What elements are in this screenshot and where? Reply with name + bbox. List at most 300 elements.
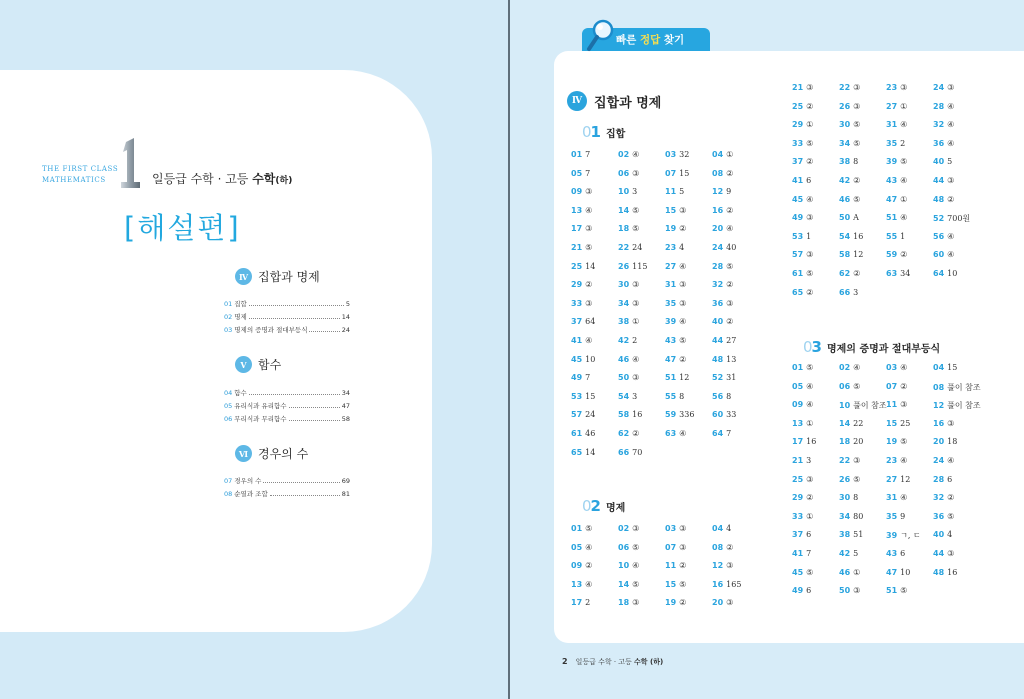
answer-value: ③ — [585, 187, 593, 197]
answer-value: ② — [679, 224, 687, 234]
toc-item-label: 함수 — [234, 389, 247, 397]
answer-item — [618, 336, 665, 355]
toc-item[interactable] — [224, 397, 350, 410]
answer-item — [839, 456, 886, 475]
question-number: 19 — [665, 224, 677, 234]
roman-numeral-badge-icon: Ⅵ — [235, 445, 252, 462]
answer-value: ③ — [632, 524, 640, 533]
question-number: 15 — [886, 418, 898, 428]
section-01-title — [582, 123, 625, 141]
question-number: 62 — [839, 268, 851, 278]
question-number: 02 — [839, 363, 851, 372]
answer-value: 27 — [726, 335, 737, 345]
answer-value: ④ — [900, 120, 908, 130]
answer-item — [933, 530, 980, 549]
answer-item — [933, 176, 980, 195]
question-number: 43 — [886, 548, 898, 558]
answer-value: ③ — [947, 548, 955, 558]
answer-item — [571, 243, 618, 262]
answer-item — [665, 373, 712, 392]
answer-value: ② — [947, 493, 955, 503]
section-title-text: 명제의 증명과 절대부등식 — [826, 344, 941, 355]
answer-value: ④ — [947, 138, 955, 148]
question-number: 58 — [839, 250, 851, 260]
question-number: 63 — [665, 428, 677, 438]
answer-value: ④ — [679, 428, 687, 438]
toc-chapter-4-heading[interactable] — [235, 268, 320, 285]
answer-item — [886, 549, 933, 568]
answer-item — [571, 429, 618, 448]
question-number: 22 — [839, 455, 851, 465]
toc-leader-dots — [309, 331, 339, 332]
answer-item — [665, 355, 712, 374]
section-03-title — [803, 338, 940, 356]
toc-item[interactable] — [224, 410, 350, 423]
answer-item — [792, 139, 839, 158]
answer-item — [933, 213, 980, 232]
cover-card — [0, 70, 432, 632]
question-number: 17 — [792, 437, 804, 447]
answer-item — [618, 448, 665, 467]
question-number: 60 — [712, 410, 724, 420]
answer-item — [792, 213, 839, 232]
answer-item — [839, 139, 886, 158]
question-number: 16 — [933, 418, 945, 428]
answer-item — [665, 392, 712, 411]
answer-item — [839, 195, 886, 214]
question-number: 33 — [571, 298, 583, 308]
question-number: 39 — [665, 317, 677, 327]
answer-value: 46 — [585, 428, 596, 438]
toc-chapter-5-heading[interactable] — [235, 356, 281, 373]
answer-value: ⑤ — [632, 579, 640, 589]
question-number: 37 — [792, 530, 804, 540]
answer-value: ① — [900, 194, 908, 204]
question-number: 56 — [712, 391, 724, 401]
toc-item[interactable] — [224, 384, 350, 397]
answer-item — [712, 299, 759, 318]
answer-value: ④ — [947, 120, 955, 130]
answer-value: 34 — [900, 268, 911, 278]
question-number: 17 — [571, 224, 583, 234]
answer-value: ② — [853, 175, 861, 185]
answer-item — [933, 250, 980, 269]
question-number: 57 — [792, 250, 804, 260]
question-number: 01 — [792, 363, 804, 372]
answer-item — [886, 176, 933, 195]
question-number: 10 — [618, 187, 630, 197]
answer-value: ③ — [632, 280, 640, 290]
answer-item — [665, 280, 712, 299]
question-number: 52 — [933, 214, 945, 224]
answer-item — [571, 187, 618, 206]
question-number: 18 — [618, 224, 630, 234]
answer-value: 8 — [853, 493, 859, 503]
answer-value: 14 — [585, 447, 596, 457]
question-number: 40 — [712, 317, 724, 327]
question-number: 04 — [712, 150, 724, 159]
answer-value: 7 — [585, 373, 591, 383]
answer-value: ② — [679, 561, 687, 571]
answer-value: ② — [853, 268, 861, 278]
question-number: 03 — [665, 150, 677, 159]
book-title-small: (하) — [275, 176, 293, 186]
question-number: 05 — [571, 168, 583, 178]
answer-item — [665, 150, 712, 169]
answer-value: ⑤ — [585, 242, 593, 252]
question-number: 25 — [792, 101, 804, 111]
answer-item — [712, 280, 759, 299]
toc-item-page: 14 — [341, 313, 350, 321]
answer-value: 336 — [679, 410, 695, 420]
answer-value: ③ — [726, 561, 734, 571]
answer-value: ⑤ — [632, 205, 640, 215]
section-number-b: 2 — [590, 497, 600, 515]
left-page — [0, 0, 508, 699]
answer-value: 5 — [679, 187, 685, 197]
question-number: 46 — [839, 194, 851, 204]
answer-grid-section-02 — [571, 524, 759, 617]
answer-item — [792, 512, 839, 531]
question-number: 05 — [792, 381, 804, 391]
answer-value: ⑤ — [679, 335, 687, 345]
question-number: 24 — [933, 455, 945, 465]
answer-value: 7 — [726, 428, 732, 438]
answer-item — [886, 269, 933, 288]
answer-value: ⑤ — [632, 542, 640, 552]
answer-value: ⑤ — [632, 224, 640, 234]
question-number: 03 — [886, 363, 898, 372]
question-number: 02 — [618, 524, 630, 533]
question-number: 28 — [933, 474, 945, 484]
answer-value: ④ — [900, 363, 908, 372]
toc-item-number: 07 — [224, 477, 233, 485]
answer-value: ㄱ, ㄷ — [900, 531, 921, 541]
question-number: 49 — [571, 373, 583, 383]
question-number: 65 — [792, 287, 804, 297]
answer-item — [839, 232, 886, 251]
question-number: 51 — [665, 373, 677, 383]
toc-leader-dots — [270, 495, 340, 496]
question-number: 47 — [886, 567, 898, 577]
answer-value: ② — [806, 493, 814, 503]
answer-item — [712, 580, 759, 599]
toc-item[interactable] — [224, 308, 350, 321]
answer-value: 4 — [726, 524, 732, 533]
section-number-a: 0 — [582, 497, 591, 515]
answer-item — [665, 561, 712, 580]
roman-numeral-badge-icon: Ⅴ — [235, 356, 252, 373]
answer-item — [665, 543, 712, 562]
answer-item — [571, 150, 618, 169]
answer-value: 8 — [726, 391, 732, 401]
toc-item[interactable] — [224, 472, 350, 485]
question-number: 07 — [886, 381, 898, 391]
brand-logo-text — [42, 164, 118, 186]
question-number: 15 — [665, 579, 677, 589]
answer-value: 16 — [632, 410, 643, 420]
answer-value: ③ — [679, 524, 687, 533]
answer-item — [933, 382, 980, 401]
question-number: 16 — [712, 579, 724, 589]
question-number: 66 — [618, 447, 630, 457]
answer-value: 6 — [806, 530, 812, 540]
answer-value: ⑤ — [726, 261, 734, 271]
answer-value: ② — [900, 381, 908, 391]
answer-item — [839, 493, 886, 512]
answer-value: 25 — [900, 418, 911, 428]
answer-value: 16 — [947, 567, 958, 577]
answer-value: 165 — [726, 579, 742, 589]
answer-item — [792, 250, 839, 269]
toc-leader-dots — [289, 407, 340, 408]
answer-value: ③ — [947, 175, 955, 185]
answer-item — [618, 355, 665, 374]
answer-item — [712, 373, 759, 392]
question-number: 47 — [886, 194, 898, 204]
question-number: 09 — [571, 561, 583, 571]
answer-item — [792, 83, 839, 102]
tab-text-highlight: 정답 — [639, 34, 661, 46]
answer-item — [571, 524, 618, 543]
answer-value: ① — [900, 101, 908, 111]
question-number: 45 — [571, 354, 583, 364]
answer-value: ④ — [806, 400, 814, 410]
answer-value: 10 — [947, 268, 958, 278]
question-number: 54 — [618, 391, 630, 401]
answer-item — [618, 187, 665, 206]
question-number: 11 — [665, 561, 677, 571]
answer-value: ③ — [853, 455, 861, 465]
answer-item — [665, 580, 712, 599]
answer-value: ③ — [806, 250, 814, 260]
question-number: 49 — [792, 586, 804, 596]
answer-item — [886, 475, 933, 494]
chapter-title — [567, 91, 661, 111]
section-02-title — [582, 497, 625, 515]
answer-value: 24 — [585, 410, 596, 420]
question-number: 29 — [792, 493, 804, 503]
answer-value: ② — [585, 561, 593, 571]
answer-item — [933, 157, 980, 176]
answer-value: 7 — [585, 168, 591, 178]
toc-item[interactable] — [224, 295, 350, 308]
answer-item — [618, 598, 665, 617]
toc-item-number: 01 — [224, 300, 233, 308]
question-number: 03 — [665, 524, 677, 533]
question-number: 29 — [792, 120, 804, 130]
answer-item — [933, 549, 980, 568]
answer-value: ④ — [632, 150, 640, 159]
question-number: 23 — [886, 83, 898, 92]
section-number-a: 0 — [582, 123, 591, 141]
answer-item — [665, 598, 712, 617]
question-number: 42 — [618, 335, 630, 345]
answer-value: ③ — [947, 418, 955, 428]
answer-item — [886, 250, 933, 269]
answer-item — [886, 102, 933, 121]
toc-leader-dots — [249, 305, 344, 306]
question-number: 43 — [886, 175, 898, 185]
answer-item — [792, 493, 839, 512]
question-number: 05 — [571, 542, 583, 552]
answer-item — [933, 400, 980, 419]
answer-value: ③ — [806, 213, 814, 223]
question-number: 29 — [571, 280, 583, 290]
answer-item — [571, 410, 618, 429]
answer-value: 22 — [853, 418, 864, 428]
answer-item — [665, 524, 712, 543]
answer-value: 풀이 참조 — [947, 401, 981, 411]
answer-value: ⑤ — [806, 268, 814, 278]
answer-value: 3 — [806, 455, 812, 465]
answer-value: 10 — [585, 354, 596, 364]
answer-value: ③ — [585, 298, 593, 308]
answer-item — [712, 355, 759, 374]
answer-value: ① — [806, 418, 814, 428]
question-number: 15 — [665, 205, 677, 215]
answer-value: 6 — [947, 474, 953, 484]
question-number: 35 — [886, 511, 898, 521]
question-number: 24 — [933, 83, 945, 92]
question-number: 19 — [886, 437, 898, 447]
question-number: 21 — [571, 242, 583, 252]
answer-value: 3 — [853, 287, 859, 297]
answer-item — [792, 475, 839, 494]
question-number: 61 — [792, 268, 804, 278]
answer-grid-section-01 — [571, 150, 759, 466]
toc-item[interactable] — [224, 321, 350, 334]
question-number: 39 — [886, 157, 898, 167]
answer-item — [792, 437, 839, 456]
answer-item — [712, 262, 759, 281]
answer-grid-section-03 — [792, 363, 980, 605]
question-number: 32 — [712, 280, 724, 290]
answer-value: ④ — [632, 354, 640, 364]
answer-item — [933, 102, 980, 121]
toc-list-chapter-5 — [224, 384, 350, 423]
answer-item — [571, 543, 618, 562]
question-number: 57 — [571, 410, 583, 420]
answer-value: 16 — [853, 231, 864, 241]
answer-item — [792, 363, 839, 382]
answer-item — [618, 580, 665, 599]
answer-value: ② — [726, 168, 734, 178]
answer-value: ④ — [900, 455, 908, 465]
answer-value: 70 — [632, 447, 643, 457]
answer-value: ⑤ — [900, 157, 908, 167]
answer-item — [665, 317, 712, 336]
answer-item — [792, 530, 839, 549]
answer-value: ① — [806, 120, 814, 130]
answer-item — [933, 437, 980, 456]
answer-value: ③ — [679, 205, 687, 215]
answer-item — [886, 456, 933, 475]
question-number: 38 — [839, 530, 851, 540]
question-number: 25 — [571, 261, 583, 271]
question-number: 27 — [886, 474, 898, 484]
answer-item — [792, 382, 839, 401]
answer-value: 9 — [900, 511, 906, 521]
question-number: 41 — [571, 335, 583, 345]
answer-value: ③ — [853, 586, 861, 596]
answer-value: 풀이 참조 — [853, 401, 887, 411]
answer-value: ② — [679, 354, 687, 364]
question-number: 09 — [792, 400, 804, 410]
question-number: 06 — [618, 542, 630, 552]
toc-item-number: 06 — [224, 415, 233, 423]
answer-item — [886, 419, 933, 438]
answer-value: 18 — [947, 437, 958, 447]
answer-item — [839, 530, 886, 549]
book-title — [152, 170, 292, 187]
answer-value: 700원 — [947, 214, 971, 224]
answer-value: ④ — [726, 224, 734, 234]
question-number: 07 — [665, 542, 677, 552]
answer-item — [839, 102, 886, 121]
question-number: 21 — [792, 83, 804, 92]
answer-item — [571, 448, 618, 467]
toc-leader-dots — [249, 318, 340, 319]
answer-item — [571, 317, 618, 336]
toc-item[interactable] — [224, 485, 350, 498]
toc-chapter-6-heading[interactable] — [235, 445, 308, 462]
toc-item-page: 24 — [341, 326, 350, 334]
answer-item — [618, 224, 665, 243]
answer-item — [792, 549, 839, 568]
question-number: 66 — [839, 287, 851, 297]
question-number: 08 — [933, 382, 945, 392]
question-number: 24 — [712, 242, 724, 252]
question-number: 48 — [933, 194, 945, 204]
answer-item — [839, 382, 886, 401]
answer-item — [571, 373, 618, 392]
section-number-b: 1 — [590, 123, 600, 141]
answer-item — [665, 336, 712, 355]
question-number: 33 — [792, 511, 804, 521]
answer-value: ④ — [806, 194, 814, 204]
answer-item — [792, 269, 839, 288]
answer-value: ④ — [585, 205, 593, 215]
question-number: 50 — [839, 213, 851, 223]
question-number: 51 — [886, 586, 898, 596]
answer-value: 풀이 참조 — [947, 382, 981, 392]
toc-list-chapter-4 — [224, 295, 350, 334]
answer-item — [839, 568, 886, 587]
question-number: 11 — [886, 400, 898, 410]
section-title-text: 집합 — [605, 129, 626, 140]
question-number: 20 — [712, 598, 724, 608]
answer-value: ③ — [900, 83, 908, 92]
answer-value: 32 — [679, 150, 690, 159]
answer-item — [933, 456, 980, 475]
question-number: 34 — [839, 138, 851, 148]
answer-item — [618, 280, 665, 299]
answer-value: ③ — [632, 298, 640, 308]
question-number: 07 — [665, 168, 677, 178]
toc-item-number: 08 — [224, 490, 233, 498]
answer-value: 2 — [900, 138, 906, 148]
answer-item — [933, 493, 980, 512]
answer-value: ⑤ — [853, 474, 861, 484]
section-number — [582, 497, 600, 515]
question-number: 37 — [571, 317, 583, 327]
question-number: 06 — [839, 381, 851, 391]
question-number: 31 — [886, 493, 898, 503]
question-number: 04 — [712, 524, 724, 533]
answer-item — [618, 561, 665, 580]
question-number: 02 — [618, 150, 630, 159]
